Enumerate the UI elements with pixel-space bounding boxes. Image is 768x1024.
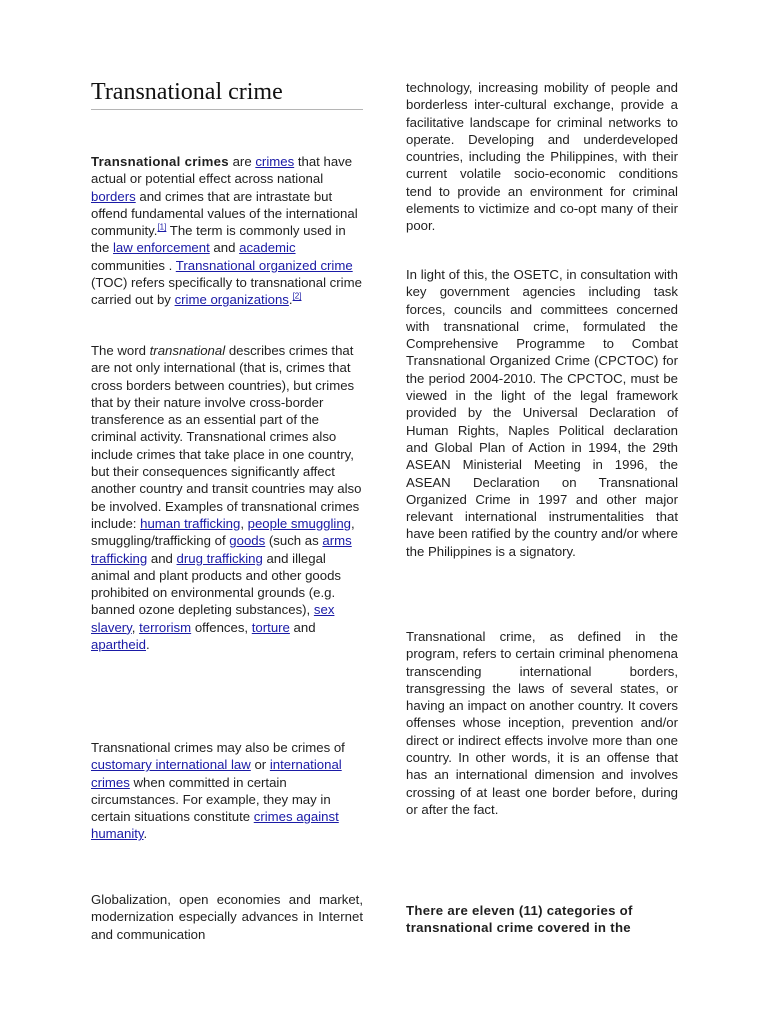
text: Transnational crime, as defined in the program, refers to certain criminal phenomena transcending international borders, transgressing the laws of several states, or having an impact on another country. It covers offenses whose inception, prevention and/or direct or indirect effects involve more than one country. In other words, it is an offense that has an international dimension and involves crossing of at least one border before, during or after the fact. xyxy=(406,629,678,817)
link-human-trafficking[interactable]: human trafficking xyxy=(140,515,241,531)
link-drug-trafficking[interactable]: drug trafficking xyxy=(176,550,263,566)
text: Transnational crimes may also be crimes of xyxy=(91,740,345,755)
intro-paragraph xyxy=(91,153,363,309)
italic-term: transnational xyxy=(149,343,226,358)
link-crimes[interactable]: crimes xyxy=(255,154,295,169)
link-academic[interactable]: academic xyxy=(239,240,296,256)
bold-term: Transnational crimes xyxy=(91,154,229,169)
text: and crimes that are intrastate but offend fundamental values of the international community. xyxy=(91,188,358,239)
text: that have actual or potential effect across national xyxy=(91,154,353,187)
text: , xyxy=(131,619,140,635)
link-sex-slavery[interactable]: sex slavery xyxy=(91,602,335,635)
page-title: Transnational crime xyxy=(91,77,363,110)
link-apartheid[interactable]: apartheid xyxy=(91,637,146,653)
link-arms-trafficking[interactable]: arms trafficking xyxy=(91,533,352,566)
link-crimes-against-humanity[interactable]: crimes against humanity xyxy=(91,809,339,842)
text: There are eleven (11) categories of transnational crime covered in the xyxy=(406,903,633,936)
globalization-paragraph xyxy=(91,891,363,943)
definition-paragraph xyxy=(91,342,363,653)
categories-heading xyxy=(406,902,678,937)
text: . xyxy=(288,292,293,308)
text: and xyxy=(209,240,240,256)
reference-1[interactable]: [1] xyxy=(157,222,167,232)
text: The word xyxy=(91,343,150,358)
link-international-crimes[interactable]: international crimes xyxy=(91,757,342,790)
text: In light of this, the OSETC, in consultation with key government agencies including task forces, councils and committees concerned with transnational crime, formulated the Comprehensive Programme to Combat Transnational Organized Crime (CPCTOC) for the period 2004-2010. The CPCTOC, must be viewed in the light of the legal framework provided by the Universal Declaration of Human Rights, Naples Political declaration and Global Plan of Action in 1994, the 29th ASEAN Ministerial Meeting in 1996, the ASEAN Declaration on Transnational Organized Crime in 1997 and other major relevant international instrumentalities that have been ratified by the country and/or where the Philippines is a signatory. xyxy=(406,267,678,559)
link-law-enforcement[interactable]: law enforcement xyxy=(113,240,210,256)
text: (TOC) refers specifically to transnational crime carried out by xyxy=(91,275,362,308)
text: and illegal animal and plant products and other goods prohibited on environmental grounds (e.g. banned ozone depleting substances), xyxy=(91,550,342,618)
link-customary-international-law[interactable]: customary international law xyxy=(91,757,251,773)
text: describes crimes that are not only international (that is, crimes that cross borders between countries), but crimes that by their nature involve cross-border transference as an essential part of the criminal activity. Transnational crimes also include crimes that take place in one country, but their consequences significantly affect another country and transit countries may also be involved. Examples of transnational crimes include: xyxy=(91,343,362,531)
definition-program-paragraph xyxy=(406,628,678,818)
text: offences, xyxy=(191,619,252,635)
text: (such as xyxy=(265,533,323,549)
osetc-paragraph xyxy=(406,266,678,560)
text: when committed in certain circumstances. For example, they may in certain situations constitute xyxy=(91,774,331,825)
text: and xyxy=(147,550,177,566)
text: , smuggling/trafficking of xyxy=(91,515,355,549)
link-torture[interactable]: torture xyxy=(251,619,290,635)
link-goods[interactable]: goods xyxy=(229,533,266,549)
text: . xyxy=(146,637,150,653)
text: or xyxy=(250,757,270,773)
customary-law-paragraph xyxy=(91,739,363,843)
text: , xyxy=(240,515,248,531)
text: are xyxy=(228,154,256,169)
text: communities . xyxy=(91,257,176,273)
reference-2[interactable]: [2] xyxy=(292,291,302,301)
link-terrorism[interactable]: terrorism xyxy=(139,619,192,635)
text: and xyxy=(289,619,316,635)
technology-paragraph xyxy=(406,79,678,235)
link-crime-organizations[interactable]: crime organizations xyxy=(174,292,289,308)
link-borders[interactable]: borders xyxy=(91,188,136,204)
link-transnational-organized-crime[interactable]: Transnational organized crime xyxy=(175,257,353,273)
text: Globalization, open economies and market, modernization especially advances in Internet and communication xyxy=(91,892,363,942)
text: . xyxy=(143,826,148,842)
text: The term is commonly used in the xyxy=(91,223,346,256)
link-people-smuggling[interactable]: people smuggling xyxy=(247,515,352,531)
text: technology, increasing mobility of people and borderless inter-cultural exchange, provide a facilitative landscape for criminal networks to operate. Developing and underdeveloped countries, including the Philippines, with their current volatile socio-economic conditions tend to provide an environment for criminal elements to victimize and co-opt many of their poor. xyxy=(406,80,678,234)
